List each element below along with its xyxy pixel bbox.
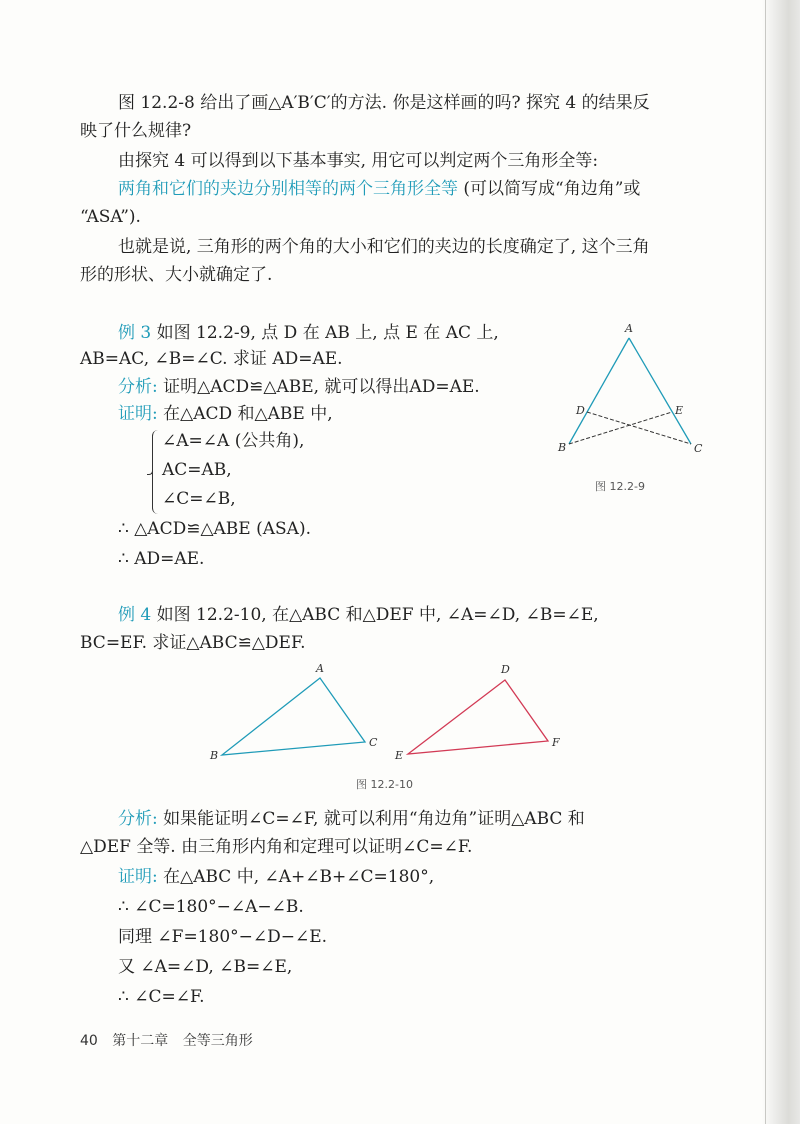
paragraph-2: 由探究 4 可以得到以下基本事实, 用它可以判定两个三角形全等: [118,151,599,171]
example-4-analysis-line-2: △DEF 全等. 由三角形内角和定理可以证明∠C=∠F. [80,837,473,857]
example-4-statement-text: 如图 12.2-10, 在△ABC 和△DEF 中, ∠A=∠D, ∠B=∠E, [151,605,599,625]
label-C: C [694,442,703,455]
page-edge-line [765,0,766,1124]
label-E: E [675,404,684,417]
analysis-text: 证明△ACD≌△ABE, 就可以得出AD=AE. [163,377,480,397]
figure-12-2-9-caption: 图 12.2-9 [595,480,645,493]
example-4-proof-line-5: ∴ ∠C=∠F. [118,987,205,1007]
example-4-statement-line-2: BC=EF. 求证△ABC≌△DEF. [80,633,306,653]
label-D: D [576,404,585,417]
page-footer [80,1030,263,1050]
example-4-statement-line-1 [118,602,730,628]
example-3-statement-line-2: AB=AC, ∠B=∠C. 求证 AD=AE. [80,349,343,369]
analysis-label: 分析: [118,377,164,397]
example-4-label: 例 4 [118,605,152,625]
figure-12-2-9 [550,318,710,468]
label-C: C [369,736,378,749]
label-A: A [316,662,324,675]
triangle-ABC [222,678,365,755]
analysis-label: 分析: [118,809,164,829]
segment-AB [569,338,629,444]
proof-label: 证明: [118,404,164,424]
figure-12-2-10-caption: 图 12.2-10 [356,778,413,791]
chapter-number: 第十二章 [112,1033,169,1049]
paragraph-3-line-2: 形的形状、大小就确定了. [80,265,273,285]
example-3-conclusion-2: ∴ AD=AE. [118,549,205,569]
asa-statement-line-1 [118,176,730,202]
asa-highlight: 两角和它们的夹边分别相等的两个三角形全等 [118,179,458,199]
example-3-label: 例 3 [118,323,152,343]
proof-label: 证明: [118,867,164,887]
example-3-conclusion-1: ∴ △ACD≌△ABE (ASA). [118,519,311,539]
proof-text: 在△ACD 和△ABE 中, [163,404,333,424]
label-D: D [501,663,510,676]
example-4-proof-line-4: 又 ∠A=∠D, ∠B=∠E, [118,957,293,977]
paragraph-1-line-2: 映了什么规律? [80,121,192,141]
label-A: A [625,322,633,335]
proof-text: 在△ABC 中, ∠A+∠B+∠C=180°, [163,867,435,887]
figure-12-2-10 [200,660,580,770]
proof-brace-group [152,428,402,518]
label-F: F [552,736,560,749]
chapter-title: 全等三角形 [182,1033,253,1049]
label-B: B [210,749,219,762]
example-3-statement-text: 如图 12.2-9, 点 D 在 AB 上, 点 E 在 AC 上, [151,323,499,343]
example-4-proof-line-2: ∴ ∠C=180°−∠A−∠B. [118,897,304,917]
asa-statement-line-2: “ASA”). [80,207,141,227]
example-4-proof-line-3: 同理 ∠F=180°−∠D−∠E. [118,927,328,947]
label-B: B [558,441,567,454]
brace-condition-1: ∠A=∠A (公共角), [162,431,305,451]
paragraph-3-line-1: 也就是说, 三角形的两个角的大小和它们的夹边的长度确定了, 这个三角 [118,237,650,257]
segment-AC [629,338,691,444]
asa-abbrev-note: (可以简写成“角边角”或 [458,179,641,199]
brace-condition-3: ∠C=∠B, [162,489,236,509]
example-4-proof-line-1 [118,864,730,890]
left-brace [152,430,159,514]
triangle-DEF [408,680,548,754]
example-4-analysis-line-1 [118,806,730,832]
page-number: 40 [80,1033,98,1049]
analysis-text: 如果能证明∠C=∠F, 就可以利用“角边角”证明△ABC 和 [163,809,585,829]
page-edge-shadow [762,0,800,1124]
brace-condition-2: AC=AB, [162,460,232,480]
label-E: E [395,749,404,762]
paragraph-1-line-1: 图 12.2-8 给出了画△A′B′C′的方法. 你是这样画的吗? 探究 4 的结果反 [118,93,650,113]
